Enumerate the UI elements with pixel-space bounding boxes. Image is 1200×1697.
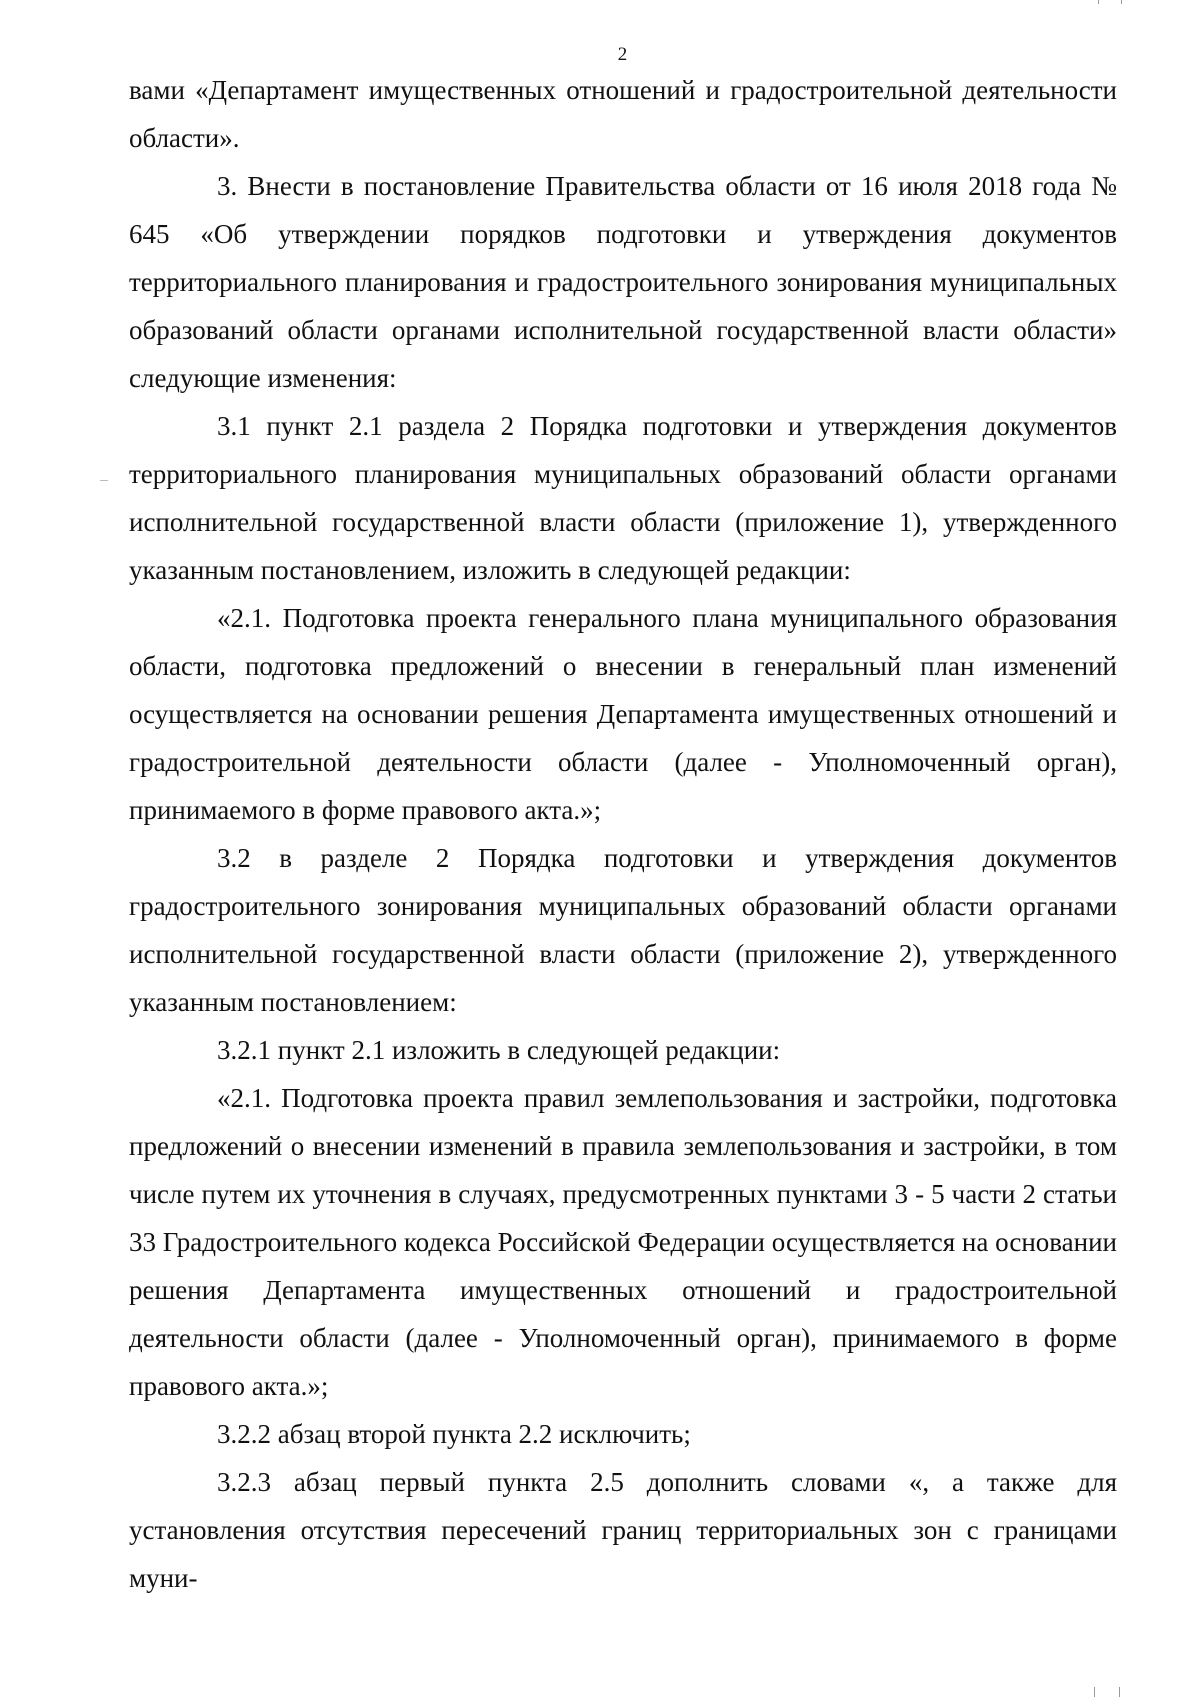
paragraph: 3.2 в разделе 2 Порядка подготовки и утверждения документов градостроительного зонирования муниципальных образований области органами исполнительной государственной власти области (приложение 2), утвержденного указанным постановлением: [129, 843, 1117, 1017]
document-body [129, 66, 1117, 1602]
paragraph: вами «Департамент имущественных отношений и градостроительной деятельности области». [129, 75, 1117, 153]
paragraph: 3.1 пункт 2.1 раздела 2 Порядка подготовки и утверждения документов территориального планирования муниципальных образований области органами исполнительной государственной власти области (приложение 1), утвержденного указанным постановлением, изложить в следующей редакции: [129, 411, 1117, 585]
paragraph: «2.1. Подготовка проекта генерального плана муниципального образования области, подготовка предложений о внесении в генеральный план изменений осуществляется на основании решения Департамента имущественных отношений и градостроительной деятельности области (далее - Уполномоченный орган), принимаемого в форме правового акта.»; [129, 603, 1117, 825]
paragraph: 3.2.3 абзац первый пункта 2.5 дополнить словами «, а также для установления отсутствия пересечений границ территориальных зон с границами муни- [129, 1467, 1117, 1593]
page-number: 2 [617, 44, 628, 65]
paragraph: 3. Внести в постановление Правительства области от 16 июля 2018 года № 645 «Об утверждении порядков подготовки и утверждения документов территориального планирования и градостроительного зонирования муниципальных образований области органами исполнительной государственной власти области» следующие изменения: [129, 171, 1117, 393]
paragraph: «2.1. Подготовка проекта правил землепользования и застройки, подготовка предложений о внесении изменений в правила землепользования и застройки, в том числе путем их уточнения в случаях, предусмотренных пунктами 3 - 5 части 2 статьи 33 Градостроительного кодекса Российской Федерации осуществляется на основании решения Департамента имущественных отношений и градостроительной деятельности области (далее - Уполномоченный орган), принимаемого в форме правового акта.»; [129, 1083, 1117, 1401]
paragraph: 3.2.1 пункт 2.1 изложить в следующей редакции: [217, 1035, 781, 1065]
scan-margin-tick [100, 480, 108, 481]
scan-corner-mark-bottom [1094, 1687, 1120, 1697]
scan-corner-mark-top [1098, 0, 1122, 4]
paragraph: 3.2.2 абзац второй пункта 2.2 исключить; [217, 1419, 691, 1449]
